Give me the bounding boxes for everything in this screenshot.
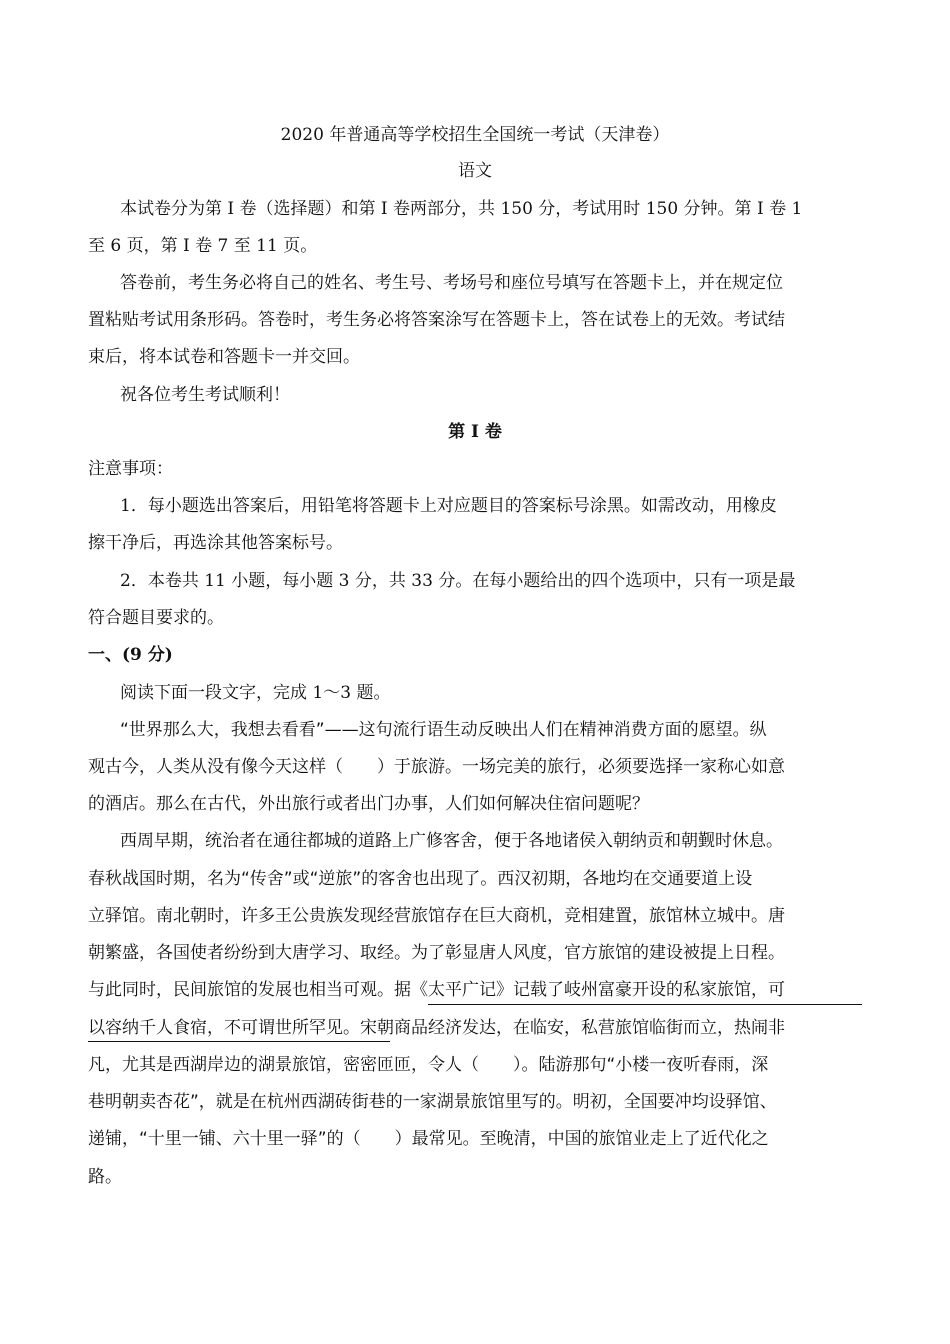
- passage-line-9: 以容纳千人食宿，不可谓世所罕见。宋朝商品经济发达，在临安，私营旅馆临街而立，热闹非: [88, 1018, 785, 1038]
- passage-line-4: 西周早期，统治者在通往都城的道路上广修客舍，便于各地诸侯入朝纳贡和朝觐时休息。: [120, 831, 783, 851]
- underlined-sentence-mark-line-1: [428, 1004, 862, 1005]
- passage-line-2: 观古今，人类从没有像今天这样（ ）于旅游。一场完美的旅行，必须要选择一家称心如意: [88, 757, 785, 777]
- passage-line-12: 递铺，“十里一铺、六十里一驿”的（ ）最常见。至晚清，中国的旅馆业走上了近代化之: [88, 1129, 769, 1149]
- intro-paragraph-2-line-1: 答卷前，考生务必将自己的姓名、考生号、考场号和座位号填写在答题卡上，并在规定位: [120, 273, 783, 293]
- passage-line-10: 凡，尤其是西湖岸边的湖景旅馆，密密匝匝，令人（ ）。陆游那句“小楼一夜听春雨，深: [88, 1055, 769, 1075]
- passage-line-6: 立驿馆。南北朝时，许多王公贵族发现经营旅馆存在巨大商机，竞相建置，旅馆林立城中。唐: [88, 906, 785, 926]
- underlined-sentence-mark-line-2: [88, 1041, 390, 1042]
- section-1-instruction: 阅读下面一段文字，完成 1～3 题。: [120, 683, 391, 703]
- note-1-line-2: 擦干净后，再选涂其他答案标号。: [88, 533, 343, 553]
- passage-line-8: 与此同时，民间旅馆的发展也相当可观。据《太平广记》记载了岐州富豪开设的私家旅馆，可: [88, 980, 785, 1000]
- exam-subject: 语文: [458, 161, 492, 181]
- section-1-heading: 一、(9 分): [88, 645, 173, 665]
- passage-line-5: 春秋战国时期，名为“传舍”或“逆旅”的客舍也出现了。西汉初期，各地均在交通要道上设: [88, 869, 753, 889]
- intro-paragraph-1-line-2: 至 6 页，第 I 卷 7 至 11 页。: [88, 236, 318, 256]
- passage-line-11: 巷明朝卖杏花”，就是在杭州西湖砖街巷的一家湖景旅馆里写的。明初，全国要冲均设驿馆、: [88, 1092, 777, 1112]
- notes-label: 注意事项：: [88, 459, 173, 479]
- passage-line-3: 的酒店。那么在古代，外出旅行或者出门办事，人们如何解决住宿问题呢？: [88, 794, 649, 814]
- passage-line-7: 朝繁盛，各国使者纷纷到大唐学习、取经。为了彰显唐人风度，官方旅馆的建设被提上日程。: [88, 943, 785, 963]
- note-2-line-1: 2．本卷共 11 小题，每小题 3 分，共 33 分。在每小题给出的四个选项中，只有一项是最: [120, 571, 796, 591]
- intro-paragraph-3: 祝各位考生考试顺利！: [120, 385, 290, 405]
- exam-title: 2020 年普通高等学校招生全国统一考试（天津卷）: [280, 125, 670, 145]
- passage-line-13: 路。: [88, 1167, 122, 1187]
- volume-title: 第 I 卷: [448, 422, 502, 442]
- intro-paragraph-2-line-3: 束后，将本试卷和答题卡一并交回。: [88, 347, 360, 367]
- intro-paragraph-2-line-2: 置粘贴考试用条形码。答卷时，考生务必将答案涂写在答题卡上，答在试卷上的无效。考试结: [88, 310, 785, 330]
- note-2-line-2: 符合题目要求的。: [88, 608, 224, 628]
- note-1-line-1: 1．每小题选出答案后，用铅笔将答题卡上对应题目的答案标号涂黑。如需改动，用橡皮: [120, 496, 777, 516]
- intro-paragraph-1-line-1: 本试卷分为第 I 卷（选择题）和第 I 卷两部分，共 150 分，考试用时 150 分钟。第 I 卷 1: [120, 199, 803, 219]
- passage-line-1: “世界那么大，我想去看看”——这句流行语生动反映出人们在精神消费方面的愿望。纵: [120, 720, 767, 740]
